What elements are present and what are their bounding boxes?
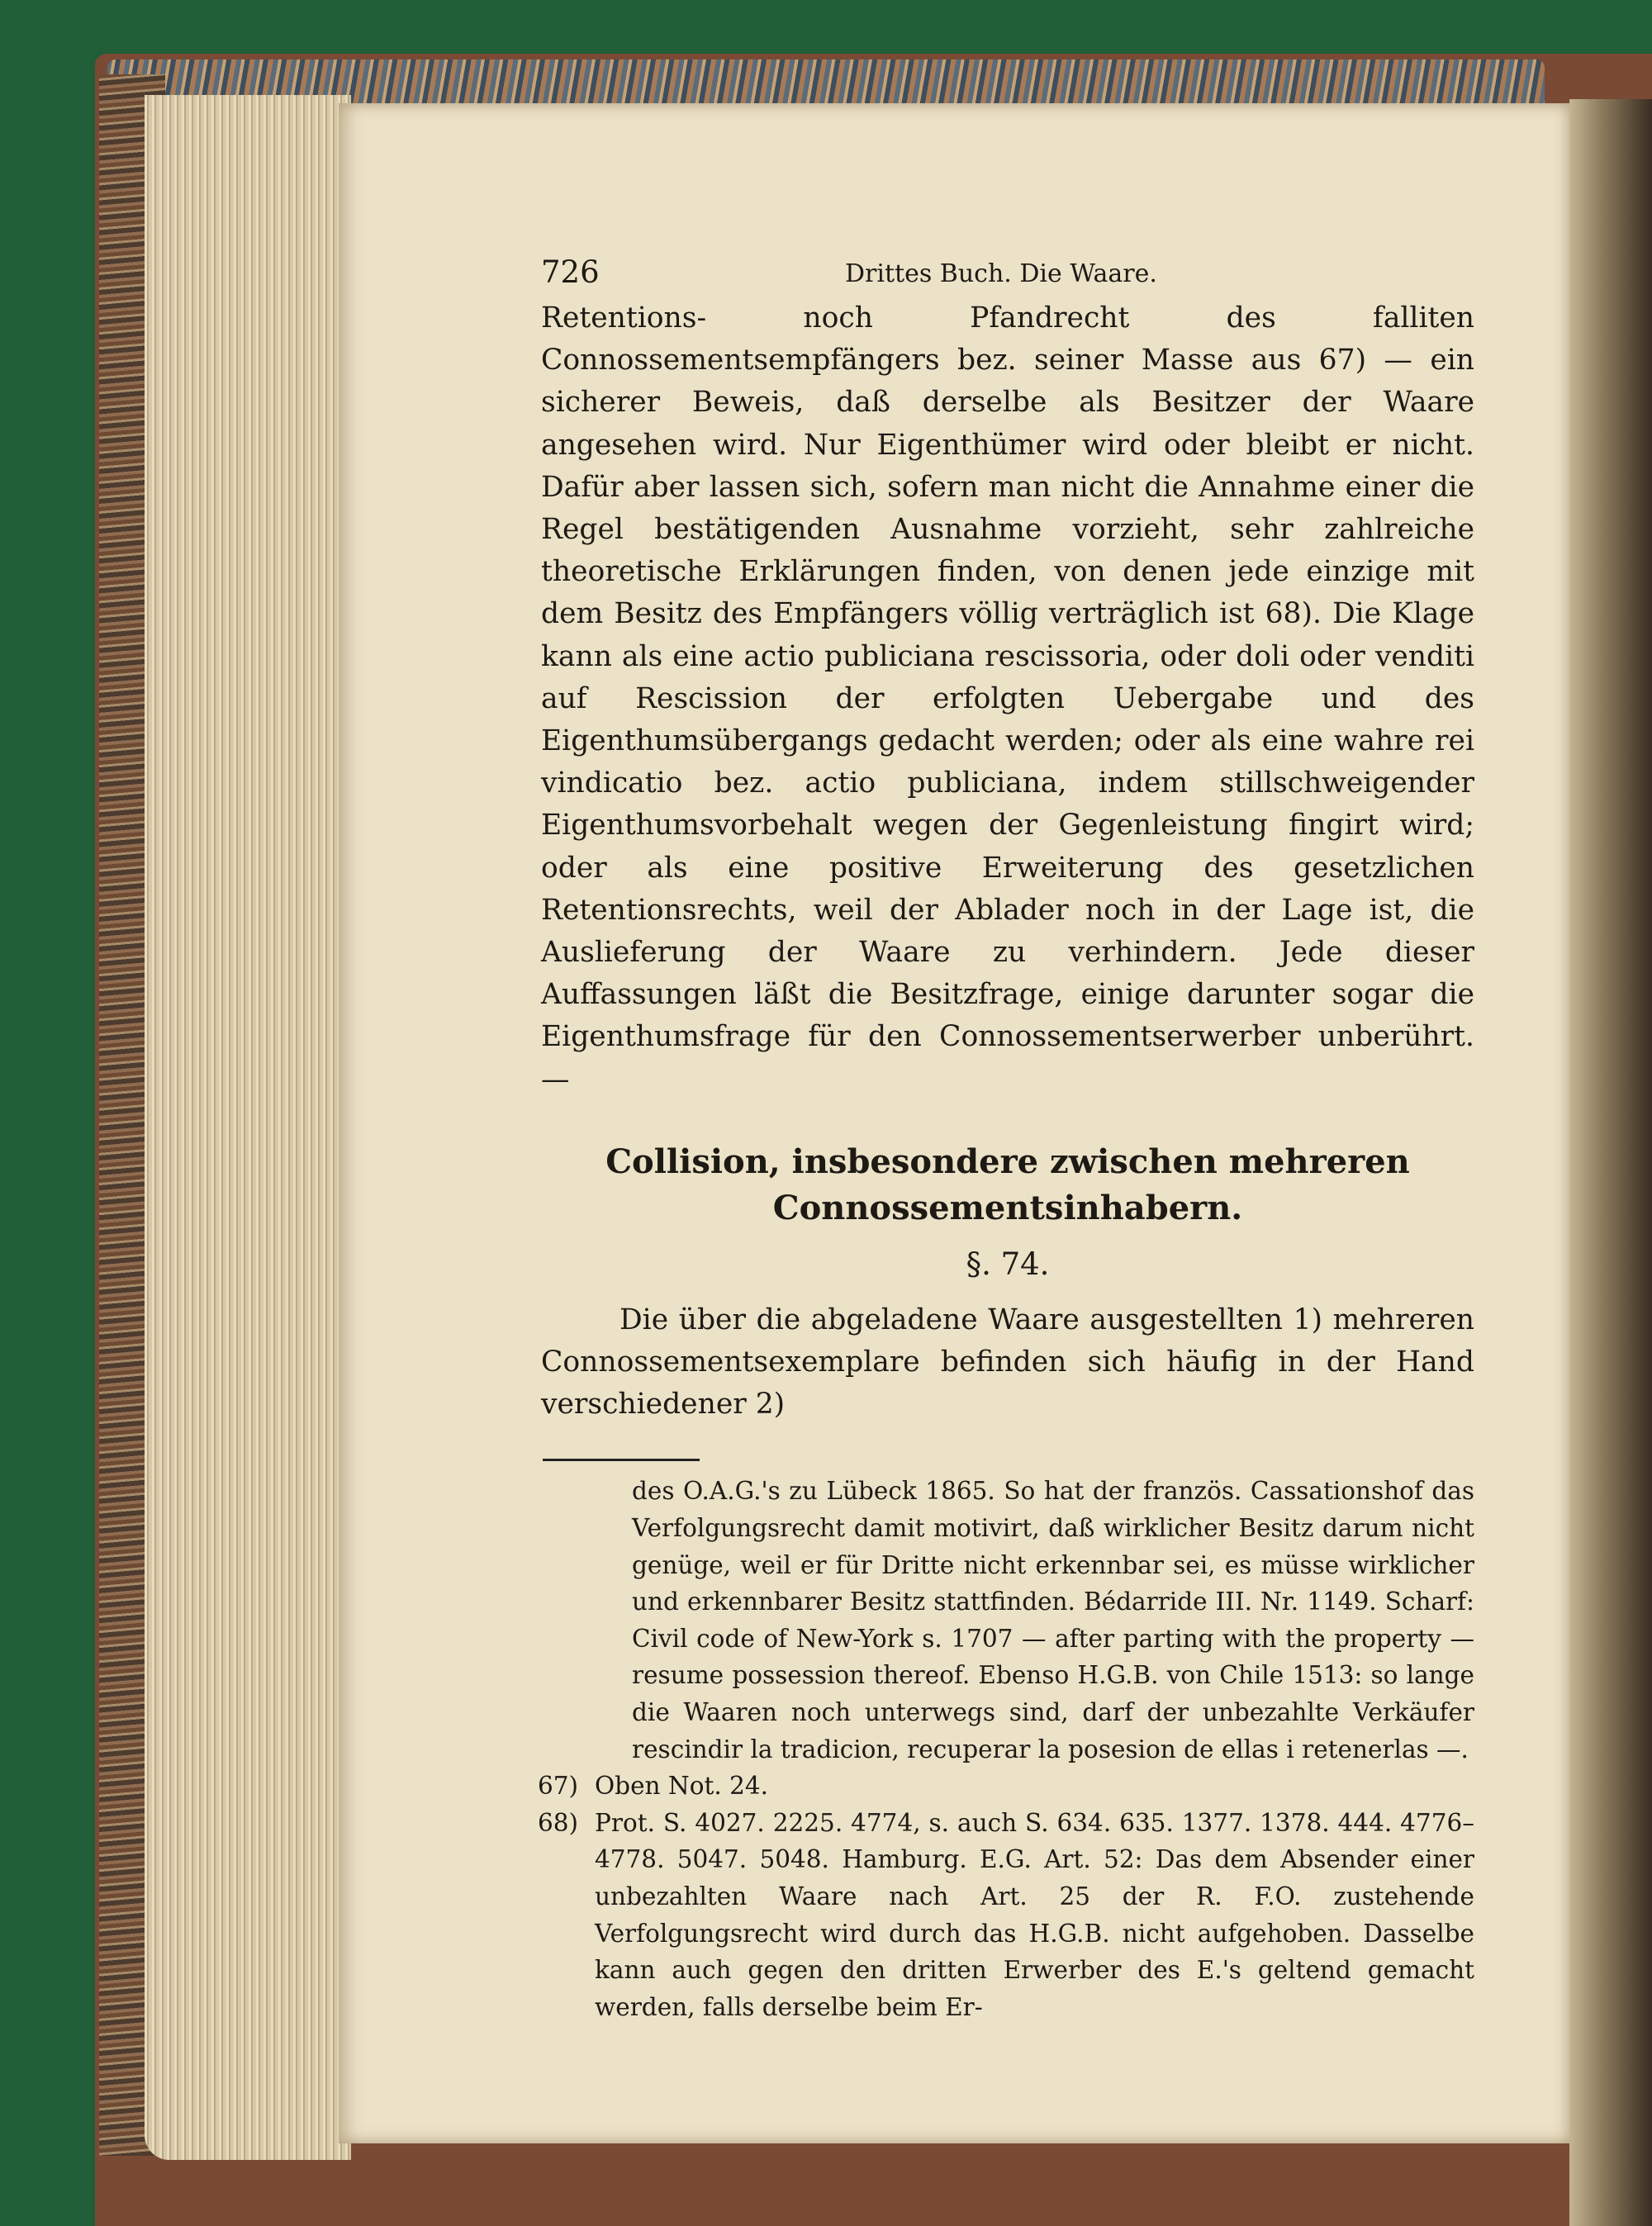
footnote-number: 68) [537,1808,578,1837]
footnotes [537,1473,1474,2025]
footnote-text: Oben Not. 24. [595,1772,769,1801]
footnote-text: Prot. S. 4027. 2225. 4774, s. auch S. 634. 635. 1377. 1378. 444. 4776–4778. 5047. 5048. Hamburg. E.G. Art. 52: Das dem Absender einer unbezahlten Waare nach Art. 25 der R. F.O. zustehende Verfolgungsrecht wird durch das H.G.B. nicht aufgehoben. Dasselbe kann auch gegen den dritten Erwerber des E.'s geltend gemacht werden, falls derselbe beim Er- [595,1808,1474,2021]
page-content [537,248,1474,2025]
footnote-number: 67) [537,1772,578,1801]
section-paragraph: Die über die abgeladene Waare ausgestellten 1) mehreren Connossementsexemplare befinden sich häufig in der Hand verschiedener 2) [541,1303,1474,1422]
section-number: §. 74. [966,1246,1050,1282]
main-paragraph: Retentions- noch Pfandrecht des falliten Connossementsempfängers bez. seiner Masse aus 67) — ein sicherer Beweis, daß derselbe als Besitzer der Waare angesehen wird. Nur Eigenthümer wird oder bleibt er nicht. Dafür aber lassen sich, sofern man nicht die Annahme einer die Regel bestätigenden Ausnahme vorzieht, sehr zahlreiche theoretische Erklärungen finden, von denen jede einzige mit dem Besitz des Empfängers völlig verträglich ist 68). Die Klage kann als eine actio publiciana rescissoria, oder doli oder venditi auf Rescission der erfolgten Uebergabe und des Eigenthumsübergangs gedacht werden; oder als eine wahre rei vindicatio bez. actio publiciana, indem stillschweigender Eigenthumsvorbehalt wegen der Gegenleistung fingirt wird; oder als eine positive Erweiterung des gesetzlichen Retentionsrechts, weil der Ablader noch in der Lage ist, die Auslieferung der Waare zu verhindern. Jede dieser Auffassungen läßt die Besitzfrage, einige darunter sogar die Eigenthumsfrage für den Connossementserwerber unberührt. — [541,301,1474,1096]
book-right-edge [1569,99,1652,2226]
footnote-continuation: des O.A.G.'s zu Lübeck 1865. So hat der französ. Cassationshof das Verfolgungsrecht damit motivirt, daß wirklicher Besitz darum nicht genüge, weil er für Dritte nicht erkennbar sei, es müsse wirklicher und erkennbarer Besitz stattfinden. Bédarride III. Nr. 1149. Scharf: Civil code of New-York s. 1707 — after parting with the property — resume possession thereof. Ebenso H.G.B. von Chile 1513: so lange die Waaren noch unterwegs sind, darf der unbezahlte Verkäufer rescindir la tradicion, recuperar la posesion de ellas i retenerlas —. [632,1477,1474,1763]
footnote-68 [537,1805,1474,2026]
running-head: Drittes Buch. Die Waare. [845,259,1157,288]
page-number: 726 [541,254,600,290]
section-title: Collision, insbesondere zwischen mehreren Connossementsinhabern. [605,1141,1410,1227]
page-edges [145,95,351,2160]
footnote-rule [543,1459,700,1461]
footnote-67 [537,1768,1474,1805]
page-header [541,248,1474,297]
